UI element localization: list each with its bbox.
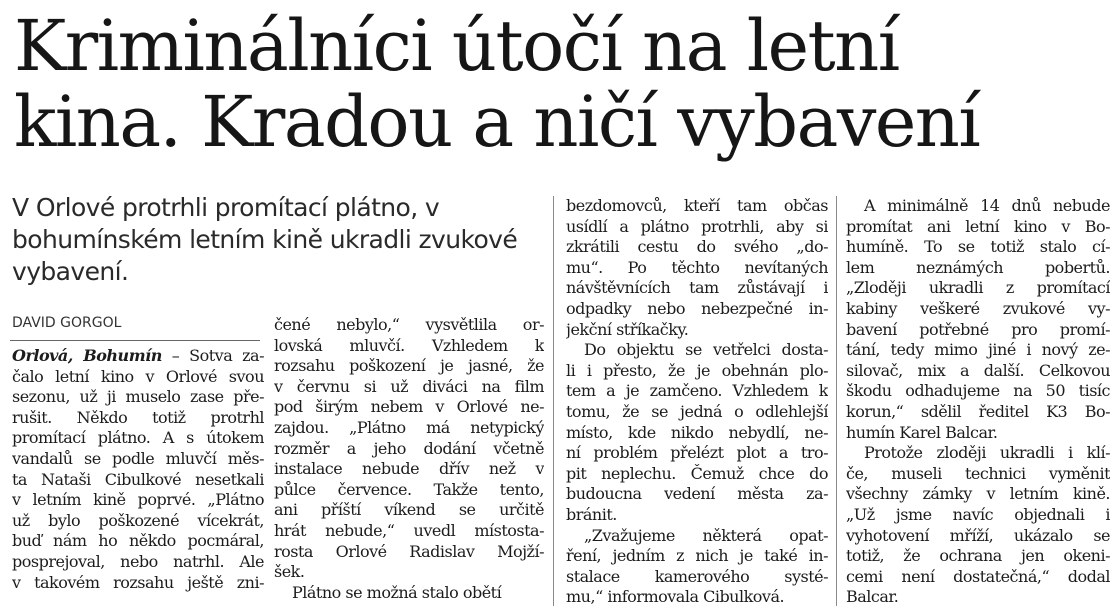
column-line: ani příští víkend se určitě xyxy=(274,500,544,520)
column-line: rozměr a jeho dodání včetně xyxy=(274,438,544,458)
column-line: všechny zámky v letním kině. xyxy=(846,484,1110,504)
column-line: tomu, že se jedná o odlehlejší xyxy=(566,401,828,421)
column-line: tem a je zamčeno. Vzhledem k xyxy=(566,381,828,401)
column-line: mu,“ informovala Cibulková. xyxy=(566,587,785,607)
article-column-3 xyxy=(566,196,828,608)
column-line: budoucna vedení města za- xyxy=(566,484,828,504)
column-line: posprejoval, nebo natrhl. Ale xyxy=(12,551,264,571)
column-line: hrát nebude,“ uvedl místosta- xyxy=(274,520,544,540)
column-line: če, museli technici vyměnit xyxy=(846,463,1110,483)
column-line: rozsahu poškození je jasné, že xyxy=(274,356,544,376)
lead-line: vybavení. xyxy=(12,257,129,286)
column-line: Do objektu se vetřelci dosta- xyxy=(584,340,828,360)
article-column-2 xyxy=(274,315,544,603)
column-line: „Zloději ukradli z promítací xyxy=(846,278,1110,298)
column-line: tání, tedy mimo jiné i nový ze- xyxy=(846,340,1110,360)
column-line: li i přesto, že je obehnán plo- xyxy=(566,360,828,380)
column-line: stalace kamerového systé- xyxy=(566,566,828,586)
headline xyxy=(14,5,1109,163)
column-line: návštěvnících tam zůstávají i xyxy=(566,278,828,298)
column-line: zajdou. „Plátno má netypický xyxy=(274,417,544,437)
column-divider xyxy=(553,196,554,606)
byline: DAVID GORGOL xyxy=(12,315,122,331)
column-divider xyxy=(836,196,837,606)
column-line: škodu odhadujeme na 50 tisíc xyxy=(846,381,1110,401)
column-line: čené nebylo,“ vysvětlila or- xyxy=(274,315,544,334)
column-line: humíně. To se totiž stalo cí- xyxy=(846,237,1110,257)
column-line: „Zvažujeme některá opat- xyxy=(584,525,828,545)
column-line: pod širým nebem v Orlové ne- xyxy=(274,397,544,417)
column-line: jekční stříkačky. xyxy=(566,319,689,339)
column-line: ření, jedním z nich je také in- xyxy=(566,546,828,566)
column-line: instalace nebude dřív než v xyxy=(274,459,544,479)
column-line: Protože zloději ukradli i klí- xyxy=(864,443,1110,463)
column-line: lovská mluvčí. Vzhledem k xyxy=(274,335,544,355)
column-line: rušit. Někdo totiž protrhl xyxy=(12,407,264,427)
column-line: šek. xyxy=(274,562,305,582)
column-line: cemi není dostatečná,“ dodal xyxy=(846,566,1110,586)
column-line: promítací plátno. A s útokem xyxy=(12,428,264,448)
column-line: kabiny veškeré zvukové vy- xyxy=(846,298,1110,318)
column-line: zkrátili cestu do svého „do- xyxy=(566,237,828,257)
column-line: bavení potřebné pro promí- xyxy=(846,319,1110,339)
column-line: A minimálně 14 dnů nebude xyxy=(864,196,1110,215)
dateline: Orlová, Bohumín xyxy=(12,346,162,365)
column-line: místo, kde nikdo nebydlí, ne- xyxy=(566,422,828,442)
column-line: sezonu, už ji muselo zase pře- xyxy=(12,387,264,407)
column-line: silovač, mix a další. Celkovou xyxy=(846,360,1110,380)
column-line: humín Karel Balcar. xyxy=(846,422,998,442)
column-line: ta Nataši Cibulkové nesetkali xyxy=(12,469,264,489)
column-line: odpadky nebo nebezpečné in- xyxy=(566,298,828,318)
lead-line: V Orlové protrhli promítací plátno, v xyxy=(12,193,440,222)
column-line: půlce července. Takže tento, xyxy=(274,479,544,499)
column-line: korun,“ sdělil ředitel K3 Bo- xyxy=(846,401,1110,421)
column-line-text: – Sotva za- xyxy=(161,346,264,365)
column-line: vandalů se podle mluvčí měs- xyxy=(12,448,264,468)
column-line xyxy=(12,346,264,367)
byline-rule xyxy=(10,340,260,341)
headline-line-2: kina. Kradou a ničí vybavení xyxy=(14,81,980,163)
column-line: usídlí a plátno protrhli, aby si xyxy=(566,216,828,236)
lead-paragraph xyxy=(12,192,542,288)
column-line: rosta Orlové Radislav Mojží- xyxy=(274,541,544,561)
column-line: už bylo poškozené vícekrát, xyxy=(12,510,264,530)
lead-line: bohumínském letním kině ukradli zvukové xyxy=(12,225,518,254)
column-line: totiž, že ochrana jen okeni- xyxy=(846,546,1110,566)
column-line: mu“. Po těchto nevítaných xyxy=(566,257,828,277)
column-line: buď nám ho někdo pocmáral, xyxy=(12,531,264,551)
column-line: Plátno se možná stalo obětí xyxy=(292,582,502,602)
column-line: v takovém rozsahu ještě zni- xyxy=(12,572,264,592)
column-line: v červnu si už diváci na film xyxy=(274,376,544,396)
column-line: „Už jsme navíc objednali i xyxy=(846,504,1110,524)
column-line: Balcar. xyxy=(846,587,899,607)
column-line: pit neplechu. Čemuž chce do xyxy=(566,463,828,483)
column-line: v letním kině poprvé. „Plátno xyxy=(12,490,264,510)
column-line: vyhotovení mříží, ukázalo se xyxy=(846,525,1110,545)
column-line: ní problém přelézt plot a tro- xyxy=(566,443,828,463)
article-column-1 xyxy=(12,346,264,593)
column-line: čalo letní kino v Orlové svou xyxy=(12,366,264,386)
headline-line-1: Kriminálníci útočí na letní xyxy=(14,5,899,87)
article-column-4 xyxy=(846,196,1110,608)
column-line: lem neznámých pobertů. xyxy=(846,257,1110,277)
column-line: promítat ani letní kino v Bo- xyxy=(846,216,1110,236)
column-line: bránit. xyxy=(566,504,617,524)
column-line: bezdomovců, kteří tam občas xyxy=(566,196,828,215)
